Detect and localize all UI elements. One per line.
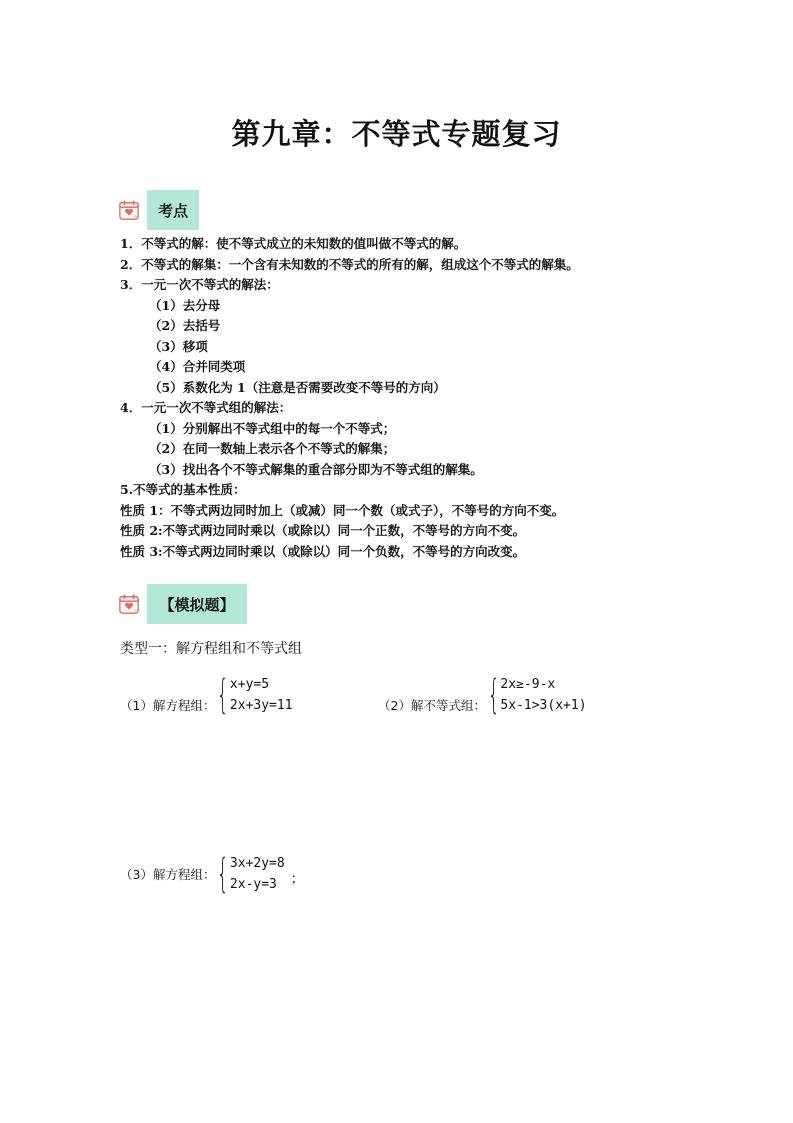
left-brace: {	[487, 672, 500, 718]
point-item: 性质 2:不等式两边同时乘以（或除以）同一个正数，不等号的方向不变。	[120, 523, 526, 538]
inequality-system	[500, 674, 586, 716]
point-subitem: （3）找出各个不等式解集的重合部分即为不等式组的解集。	[149, 461, 483, 477]
problem-2	[378, 674, 587, 716]
equation: 2x-y=3	[229, 877, 277, 892]
inequality: 5x-1>3(x+1)	[500, 698, 587, 713]
section-header-moniti	[118, 584, 247, 624]
calendar-heart-icon	[118, 199, 140, 221]
equation-system	[230, 853, 285, 895]
point-item: 2．不等式的解集：一个含有未知数的不等式的所有的解，组成这个不等式的解集。	[120, 256, 579, 272]
equation: x+y=5	[229, 677, 270, 692]
point-subitem: （5）系数化为 1（注意是否需要改变不等号的方向）	[149, 379, 446, 395]
point-item: 1．不等式的解：使不等式成立的未知数的值叫做不等式的解。	[120, 236, 467, 251]
problem-1	[120, 674, 293, 716]
problem-type-heading: 类型一：解方程组和不等式组	[120, 641, 302, 657]
point-subitem: （2）在同一数轴上表示各个不等式的解集；	[149, 441, 396, 456]
point-item: 性质 3:不等式两边同时乘以（或除以）同一个负数，不等号的方向改变。	[120, 543, 526, 559]
equation: 3x+2y=8	[229, 856, 285, 871]
point-item: 3．一元一次不等式的解法：	[120, 277, 279, 292]
key-points-list	[120, 234, 579, 562]
point-item: 4．一元一次不等式组的解法：	[120, 400, 292, 415]
problem-suffix: ；	[290, 871, 304, 887]
left-brace: {	[217, 851, 229, 897]
point-subitem: （2）去括号	[149, 318, 221, 333]
equation-system	[230, 674, 293, 716]
section-label-moniti: 【模拟题】	[147, 584, 247, 624]
point-item: 5.不等式的基本性质：	[120, 482, 246, 497]
inequality: 2x≥-9-x	[500, 677, 556, 692]
point-subitem: （1）去分母	[149, 297, 221, 313]
page-title: 第九章：不等式专题复习	[231, 117, 562, 151]
section-label-kaodian: 考点	[147, 190, 199, 230]
problem-label: （2）解不等式组：	[378, 698, 486, 713]
calendar-heart-icon	[118, 593, 140, 615]
problem-label: （1）解方程组：	[120, 698, 216, 713]
point-item: 性质 1：不等式两边同时加上（或减）同一个数（或式子），不等号的方向不变。	[120, 502, 565, 518]
left-brace: {	[217, 672, 229, 718]
problem-label: （3）解方程组：	[120, 867, 216, 882]
equation: 2x+3y=11	[229, 698, 293, 713]
problem-3	[120, 853, 304, 895]
point-subitem: （1）分别解出不等式组中的每一个不等式；	[149, 420, 396, 436]
point-subitem: （4）合并同类项	[149, 359, 246, 374]
point-subitem: （3）移项	[149, 338, 208, 354]
section-header-kaodian	[118, 190, 199, 230]
